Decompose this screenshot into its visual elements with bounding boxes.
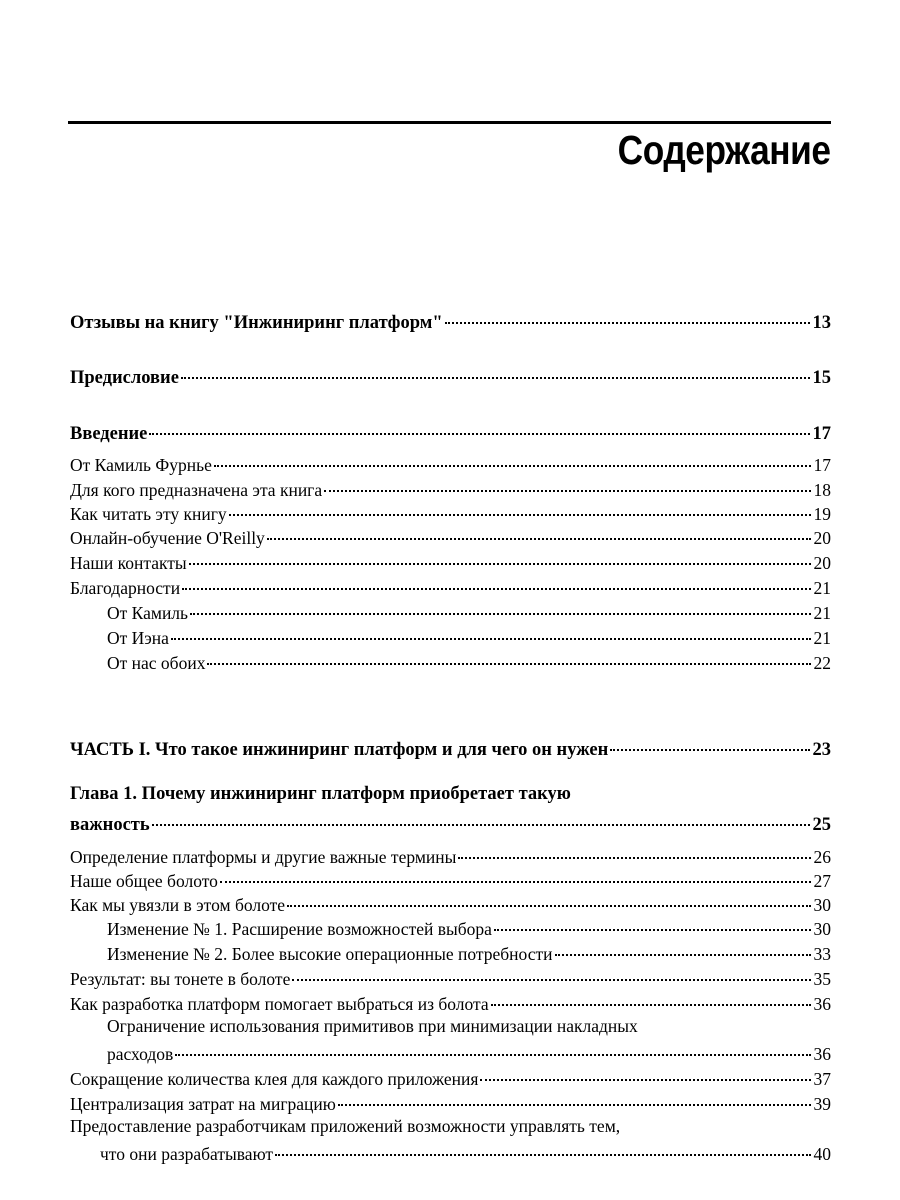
toc-entry-title: Изменение № 2. Более высокие операционные потребности bbox=[107, 944, 553, 964]
dot-leader bbox=[458, 843, 810, 863]
toc-entry-title: Введение bbox=[70, 424, 148, 444]
dot-leader bbox=[182, 574, 810, 594]
toc-entry-page: 39 bbox=[813, 1094, 831, 1114]
dot-leader bbox=[152, 810, 810, 830]
toc-entry[interactable] bbox=[70, 1040, 831, 1064]
toc-entry-title: Наши контакты bbox=[70, 553, 187, 573]
dot-leader bbox=[555, 940, 811, 960]
toc-entry[interactable] bbox=[70, 940, 831, 964]
toc-entry[interactable] bbox=[70, 451, 831, 475]
toc-entry-page: 36 bbox=[813, 994, 831, 1014]
toc-entry[interactable] bbox=[70, 1090, 831, 1114]
toc-entry-title: Как читать эту книгу bbox=[70, 504, 227, 524]
toc-entry[interactable] bbox=[70, 476, 831, 500]
toc-entry-page: 21 bbox=[813, 603, 831, 623]
toc-entry-page: 30 bbox=[813, 895, 831, 915]
toc-entry-title-line1: Предоставление разработчикам приложений возможности управлять тем, bbox=[70, 1116, 621, 1136]
toc-entry-title: важность bbox=[70, 815, 150, 835]
toc-entry[interactable] bbox=[70, 915, 831, 939]
toc-entry-page: 26 bbox=[813, 847, 831, 867]
toc-entry-page: 21 bbox=[813, 578, 831, 598]
dot-leader bbox=[324, 476, 810, 496]
toc-entry-page: 23 bbox=[812, 740, 831, 760]
dot-leader bbox=[229, 500, 811, 520]
toc-entry-page: 19 bbox=[813, 504, 831, 524]
toc-entry-title: что они разрабатывают bbox=[100, 1144, 274, 1164]
toc-entry-page: 22 bbox=[813, 653, 831, 673]
toc-entry[interactable] bbox=[70, 500, 831, 524]
toc-entry-page: 33 bbox=[813, 944, 831, 964]
toc-entry[interactable] bbox=[70, 363, 831, 388]
toc-entry-page: 21 bbox=[813, 628, 831, 648]
toc-entry[interactable] bbox=[70, 1065, 831, 1089]
toc-entry-title: Онлайн-обучение O'Reilly bbox=[70, 528, 265, 548]
toc-entry-title: От Камиль bbox=[107, 603, 189, 623]
toc-entry[interactable] bbox=[70, 419, 831, 444]
toc-entry-page: 36 bbox=[813, 1044, 831, 1064]
dot-leader bbox=[275, 1140, 810, 1160]
toc-entry-page: 20 bbox=[813, 528, 831, 548]
toc-entry[interactable] bbox=[70, 891, 831, 915]
toc-entry-title: От нас обоих bbox=[107, 653, 206, 673]
dot-leader bbox=[480, 1065, 810, 1085]
toc-entry-title: Как разработка платформ помогает выбраться из болота bbox=[70, 994, 489, 1014]
toc-entry[interactable] bbox=[70, 867, 831, 891]
toc-entry[interactable] bbox=[70, 574, 831, 598]
toc-entry-title-line1: Глава 1. Почему инжиниринг платформ приобретает такую bbox=[70, 784, 571, 804]
dot-leader bbox=[171, 624, 811, 644]
toc-entry-title: От Иэна bbox=[107, 628, 169, 648]
dot-leader bbox=[491, 990, 811, 1010]
dot-leader bbox=[207, 649, 810, 669]
dot-leader bbox=[189, 549, 811, 569]
toc-entry[interactable] bbox=[70, 524, 831, 548]
toc-entry-page: 37 bbox=[813, 1069, 831, 1089]
dot-leader bbox=[287, 891, 810, 911]
toc-entry-title: Централизация затрат на миграцию bbox=[70, 1094, 336, 1114]
toc-entry[interactable] bbox=[70, 1140, 831, 1164]
toc-entry[interactable] bbox=[70, 549, 831, 573]
toc-entry-page: 40 bbox=[813, 1144, 831, 1164]
dot-leader bbox=[610, 735, 809, 755]
toc-entry-title: расходов bbox=[107, 1044, 174, 1064]
toc-entry-page: 35 bbox=[813, 969, 831, 989]
toc-entry[interactable] bbox=[70, 649, 831, 673]
toc-entry-title: Для кого предназначена эта книга bbox=[70, 480, 323, 500]
toc-entry-title: Наше общее болото bbox=[70, 871, 218, 891]
toc-entry-page: 17 bbox=[813, 455, 831, 475]
toc-entry[interactable] bbox=[70, 624, 831, 648]
dot-leader bbox=[220, 867, 811, 887]
toc-entry-title: Как мы увязли в этом болоте bbox=[70, 895, 286, 915]
toc-entry-page: 27 bbox=[813, 871, 831, 891]
toc-entry-title: Определение платформы и другие важные термины bbox=[70, 847, 457, 867]
dot-leader bbox=[445, 308, 810, 328]
dot-leader bbox=[181, 363, 810, 383]
toc-entry-title: От Камиль Фурнье bbox=[70, 455, 212, 475]
dot-leader bbox=[338, 1090, 811, 1110]
toc-entry-page: 18 bbox=[813, 480, 831, 500]
toc-entry-page: 17 bbox=[812, 424, 831, 444]
dot-leader bbox=[267, 524, 811, 544]
page-title: Содержание bbox=[618, 127, 831, 173]
header-rule bbox=[68, 121, 831, 124]
toc-entry-title: Благодарности bbox=[70, 578, 181, 598]
toc-entry-page: 20 bbox=[813, 553, 831, 573]
toc-entry-page: 15 bbox=[812, 368, 831, 388]
toc-entry[interactable] bbox=[70, 843, 831, 867]
toc-entry[interactable] bbox=[70, 599, 831, 623]
dot-leader bbox=[292, 965, 810, 985]
toc-entry-title: Отзывы на книгу "Инжиниринг платформ" bbox=[70, 313, 443, 333]
toc-entry-title-line1: Ограничение использования примитивов при минимизации накладных bbox=[107, 1016, 638, 1036]
toc-entry[interactable] bbox=[70, 810, 831, 835]
toc-entry-page: 25 bbox=[812, 815, 831, 835]
toc-entry-title: Предисловие bbox=[70, 368, 179, 388]
toc-entry-title: Изменение № 1. Расширение возможностей выбора bbox=[107, 919, 492, 939]
dot-leader bbox=[149, 419, 809, 439]
toc-entry[interactable] bbox=[70, 990, 831, 1014]
toc-entry-title: Сокращение количества клея для каждого приложения bbox=[70, 1069, 479, 1089]
toc-entry-title: ЧАСТЬ I. Что такое инжиниринг платформ и для чего он нужен bbox=[70, 740, 609, 760]
toc-entry[interactable] bbox=[70, 965, 831, 989]
toc-entry[interactable] bbox=[70, 735, 831, 760]
toc-entry-page: 30 bbox=[813, 919, 831, 939]
toc-entry-title: Результат: вы тонете в болоте bbox=[70, 969, 291, 989]
dot-leader bbox=[214, 451, 811, 471]
dot-leader bbox=[190, 599, 810, 619]
dot-leader bbox=[175, 1040, 810, 1060]
dot-leader bbox=[494, 915, 811, 935]
toc-entry[interactable] bbox=[70, 308, 831, 333]
toc-entry-page: 13 bbox=[812, 313, 831, 333]
